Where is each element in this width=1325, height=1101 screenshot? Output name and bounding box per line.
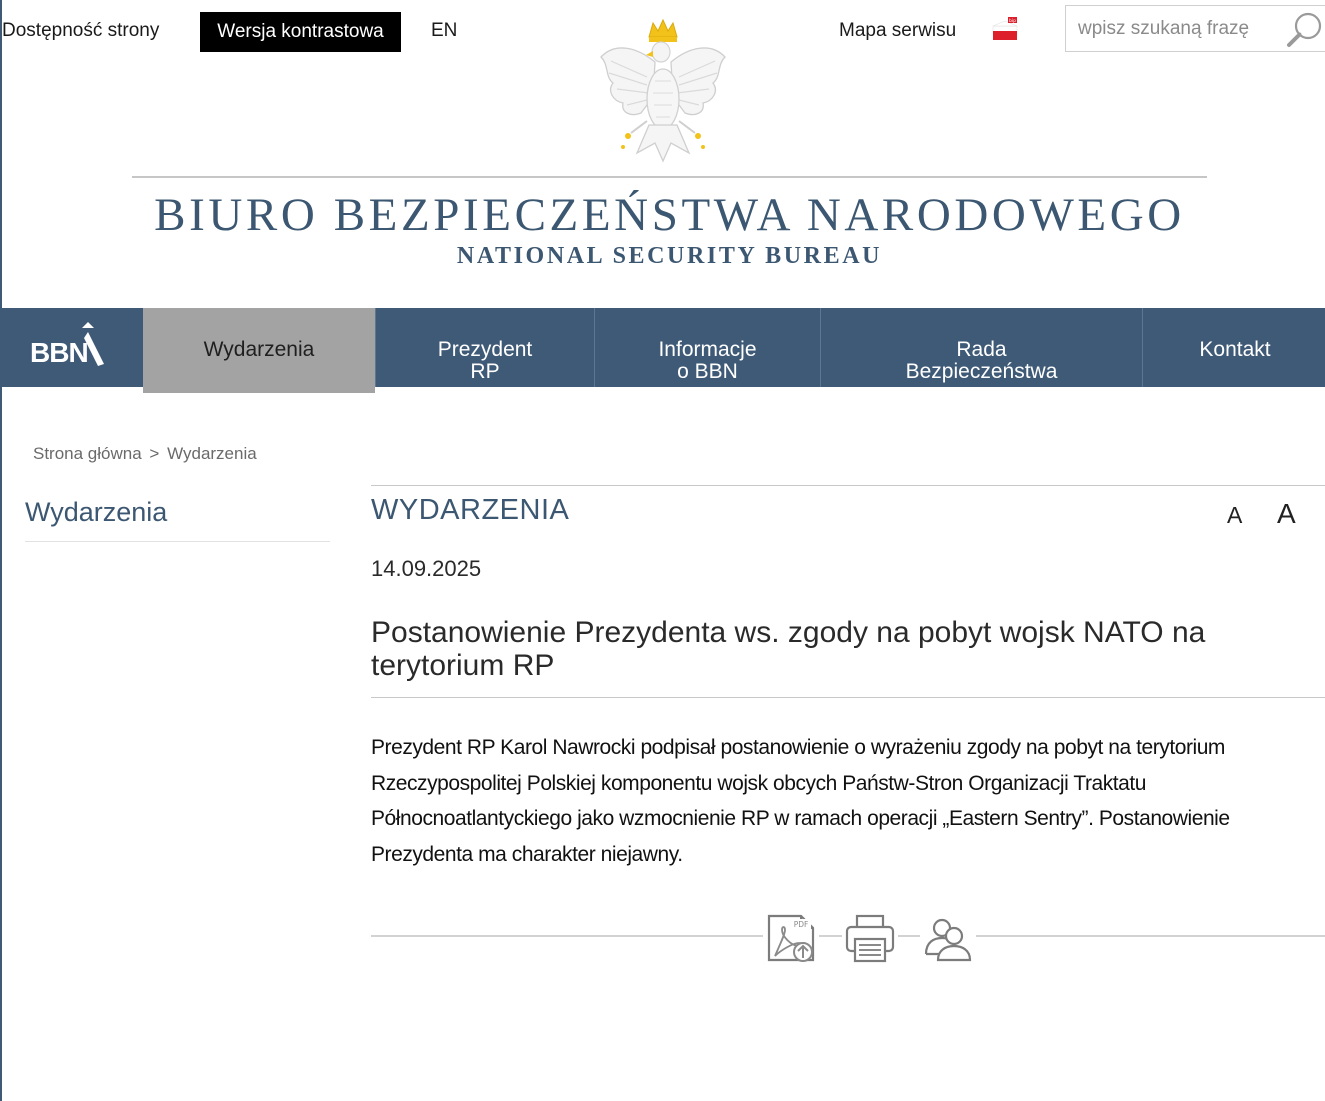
site-subtitle: NATIONAL SECURITY BUREAU <box>456 243 883 269</box>
nav-item-informacje-o-bbn[interactable]: Informacje o BBN <box>594 308 820 387</box>
accessibility-link[interactable]: Dostępność strony <box>2 20 160 41</box>
sidebar-title-link[interactable]: Wydarzenia <box>25 497 168 527</box>
svg-text:bip: bip <box>1009 18 1016 24</box>
section-heading: WYDARZENIA <box>371 494 570 526</box>
bbn-logo-icon[interactable] <box>2 308 142 387</box>
breadcrumb-home-link[interactable]: Strona główna <box>33 444 142 463</box>
breadcrumb-current[interactable]: Wydarzenia <box>167 444 257 463</box>
nav-item-kontakt[interactable]: Kontakt <box>1142 308 1325 387</box>
svg-text:BBN: BBN <box>30 337 88 368</box>
search-input[interactable] <box>1066 6 1281 51</box>
print-icon[interactable] <box>842 911 898 965</box>
share-users-icon[interactable] <box>920 911 976 965</box>
article-title-divider <box>371 697 1325 698</box>
sitemap-link[interactable]: Mapa serwisu <box>839 20 957 41</box>
main-navigation <box>2 308 1325 387</box>
nav-item-prezydent-rp[interactable]: Prezydent RP <box>375 308 594 387</box>
search-box <box>1065 5 1325 52</box>
article-date: 14.09.2025 <box>371 556 482 581</box>
nav-item-rada-bezpieczenstwa[interactable]: Rada Bezpieczeństwa <box>820 308 1142 387</box>
svg-text:PDF: PDF <box>793 920 809 929</box>
search-icon[interactable] <box>1286 11 1324 49</box>
article-title: Postanowienie Prezydenta ws. zgody na pobyt wojsk NATO na terytorium RP <box>371 616 1206 682</box>
sidebar-divider <box>25 541 330 542</box>
breadcrumb-separator: > <box>149 444 160 463</box>
contrast-version-button[interactable]: Wersja kontrastowa <box>200 12 401 52</box>
nav-item-wydarzenia[interactable]: Wydarzenia <box>143 308 375 393</box>
bip-icon[interactable] <box>992 17 1018 43</box>
language-en-link[interactable]: EN <box>431 20 458 41</box>
content-top-divider <box>371 485 1325 486</box>
article-body: Prezydent RP Karol Nawrocki podpisał postanowienie o wyrażeniu zgody na pobyt na terytorium Rzeczypospolitej Polskiej komponentu wojsk obcych Państw-Stron Organizacji Traktatu Północnoatlantyckiego jako wzmocnienie RP w ramach operacji „Eastern Sentry”. Postanowienie Prezydenta ma charakter niejawny. <box>371 736 1230 866</box>
polish-eagle-emblem-icon <box>597 17 729 163</box>
header-divider <box>132 176 1207 178</box>
font-size-large-button[interactable]: A <box>1277 498 1296 529</box>
site-title[interactable]: BIURO BEZPIECZEŃSTWA NARODOWEGO <box>154 189 1185 241</box>
pdf-download-icon[interactable] <box>763 911 819 965</box>
font-size-small-button[interactable]: A <box>1227 502 1243 528</box>
breadcrumb <box>33 444 260 464</box>
